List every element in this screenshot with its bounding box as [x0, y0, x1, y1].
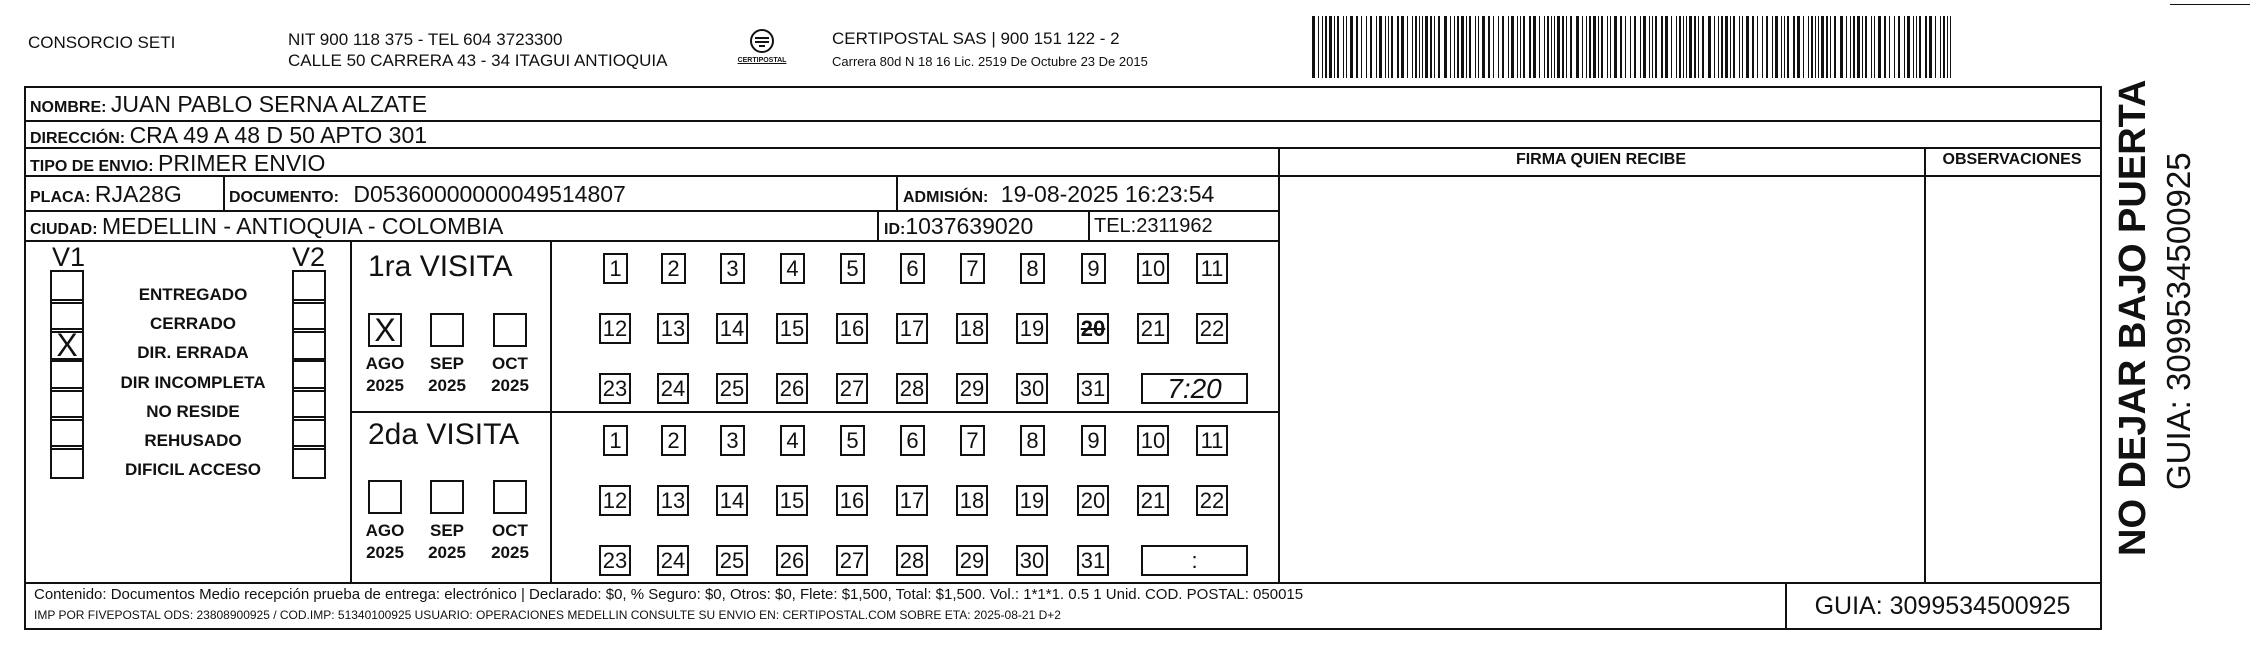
barcode-bar [1766, 16, 1768, 78]
day-box[interactable]: 10 [1137, 253, 1169, 284]
day-box[interactable]: 24 [657, 545, 689, 576]
barcode-bar [1655, 16, 1657, 78]
barcode-bar [1325, 16, 1327, 78]
ciudad-label: CIUDAD: [30, 221, 98, 238]
tel-label: TEL: [1094, 215, 1137, 237]
day-box[interactable]: 12 [599, 485, 631, 516]
reason-label: DIFICIL ACCESO [124, 460, 261, 479]
barcode-bar [1337, 16, 1339, 78]
barcode-bar [1379, 16, 1382, 78]
admision-label: ADMISIÓN: [903, 189, 989, 206]
barcode-bar [1625, 16, 1626, 78]
nombre-value: JUAN PABLO SERNA ALZATE [110, 91, 428, 117]
barcode-bar [1529, 16, 1531, 78]
day-box[interactable]: 10 [1137, 425, 1169, 456]
barcode-bar [1694, 16, 1696, 78]
barcode-bar [1312, 16, 1315, 78]
barcode-bar [1551, 16, 1552, 78]
barcode-bar [1589, 16, 1591, 78]
reason-label: CERRADO [150, 314, 236, 333]
barcode-bar [1884, 16, 1886, 78]
day-box[interactable]: 26 [776, 373, 808, 404]
barcode-bar [1793, 16, 1795, 78]
first-visit-label: 1ra VISITA [368, 250, 513, 283]
barcode-bar [1730, 16, 1731, 78]
barcode-bar [1781, 16, 1782, 78]
observaciones-header-text: OBSERVACIONES [1942, 151, 2082, 168]
v2-checkbox[interactable] [292, 445, 326, 479]
barcode-bar [1407, 16, 1408, 78]
barcode-bar [1815, 16, 1816, 78]
day-box[interactable]: 7 [960, 425, 985, 456]
barcode-bar [1846, 16, 1847, 78]
day-box[interactable]: 18 [956, 313, 988, 344]
month-checkbox[interactable]: X [368, 313, 402, 347]
v1-label: V1 [52, 242, 86, 272]
carrier-logo [732, 28, 792, 64]
documento-value: D05360000000049514807 [353, 181, 626, 207]
barcode-bar [1913, 16, 1914, 78]
barcode-bar [1469, 16, 1471, 78]
carrier-address: Carrera 80d N 18 16 Lic. 2519 De Octubre 23 De 2015 [832, 54, 1148, 69]
reason-label: REHUSADO [144, 431, 242, 450]
month-checkbox[interactable] [493, 313, 527, 347]
imp-line: IMP POR FIVEPOSTAL ODS: 23808900925 / COD.IMP: 51340100925 USUARIO: OPERACIONES MEDELLIN CONSULTE SU ENVIO EN: CERTIPOSTAL.COM SOBRE ETA: 2025-08-21 D+2 [34, 608, 1061, 622]
admision-field [903, 181, 1214, 208]
barcode-bar [1718, 16, 1719, 78]
barcode-bar [1772, 16, 1773, 78]
day-box[interactable]: 19 [1016, 485, 1048, 516]
day-box[interactable]: 9 [1081, 425, 1106, 456]
corner-mark [2170, 4, 2250, 5]
month-name: AGO [365, 521, 405, 540]
barcode-bar [1586, 16, 1587, 78]
barcode-bar [1661, 16, 1663, 78]
barcode-bar [1757, 16, 1758, 78]
reason-label: ENTREGADO [138, 285, 248, 304]
barcode-bar [1904, 16, 1905, 78]
barcode-bar [1894, 16, 1895, 78]
day-box[interactable]: 3 [720, 253, 745, 284]
carrier-name: CERTIPOSTAL SAS | 900 151 122 - 2 [832, 29, 1120, 48]
reason-label: DIR. ERRADA [137, 343, 249, 362]
barcode-bar [1388, 16, 1389, 78]
barcode-bar [1412, 16, 1413, 78]
contenido-line: Contenido: Documentos Medio recepción prueba de entrega: electrónico | Declarado: $0, % Seguro: $0, Otros: $0, Flete: $1,500, Total: $1,500. Vol.: 1*1*1. 0.5 1 Unid. COD. POSTAL: 050015 [34, 586, 1304, 603]
day-box[interactable]: 2 [661, 253, 686, 284]
address-line: CALLE 50 CARRERA 43 - 34 ITAGUI ANTIOQUIA [288, 51, 668, 70]
day-box[interactable]: 22 [1196, 485, 1228, 516]
day-box[interactable]: 30 [1016, 373, 1048, 404]
barcode-bar [1498, 16, 1499, 78]
barcode-bar [1385, 16, 1386, 78]
barcode-bar [1502, 16, 1504, 78]
barcode-bar [1940, 16, 1941, 78]
day-box[interactable]: 11 [1196, 425, 1228, 456]
day-box[interactable]: 30 [1016, 545, 1048, 576]
barcode-bar [1478, 16, 1479, 78]
tipo-envio-field [30, 150, 325, 177]
day-box[interactable]: 3 [720, 425, 745, 456]
barcode-bar [1652, 16, 1653, 78]
day-box[interactable]: 6 [900, 425, 925, 456]
day-box[interactable]: 12 [599, 313, 631, 344]
month-year: 2025 [491, 376, 529, 395]
barcode-bar [1523, 16, 1525, 78]
barcode-bar [1576, 16, 1579, 78]
barcode-bar [1686, 16, 1687, 78]
time-box[interactable]: : [1141, 545, 1248, 576]
barcode-bar [1376, 16, 1377, 78]
day-box[interactable]: 20 [1077, 485, 1109, 516]
nombre-label: NOMBRE: [30, 99, 107, 116]
barcode-bar [1808, 16, 1809, 78]
barcode-bar [1533, 16, 1536, 78]
barcode-bar [1547, 16, 1549, 78]
day-box[interactable]: 4 [780, 253, 805, 284]
barcode-bar [1671, 16, 1672, 78]
barcode-bar [1539, 16, 1540, 78]
v1-checkbox[interactable]: X [50, 328, 84, 362]
barcode-bar [1334, 16, 1335, 78]
day-box[interactable]: 31 [1077, 545, 1109, 576]
month-name: OCT [492, 521, 528, 540]
barcode-bar [1943, 16, 1945, 78]
month-checkbox[interactable] [368, 480, 402, 514]
barcode-bar [1422, 16, 1423, 78]
barcode-bar [1461, 16, 1464, 78]
barcode-bar [1850, 16, 1851, 78]
day-box[interactable]: 6 [900, 253, 925, 284]
barcode-bar [1610, 16, 1611, 78]
barcode-bar [1878, 16, 1881, 78]
barcode-bar [1329, 16, 1332, 78]
barcode-bar [1683, 16, 1684, 78]
barcode-bar [1444, 16, 1447, 78]
barcode-bar [1857, 16, 1860, 78]
barcode-bar [1811, 16, 1813, 78]
day-box[interactable]: 14 [716, 485, 748, 516]
barcode-bar [1366, 16, 1367, 78]
barcode-bar [1746, 16, 1749, 78]
direccion-label: DIRECCIÓN: [30, 130, 126, 147]
month-label [419, 353, 475, 397]
month-year: 2025 [366, 376, 404, 395]
logo-caption: CERTIPOSTAL [737, 57, 787, 64]
day-box[interactable]: 14 [716, 313, 748, 344]
month-year: 2025 [428, 376, 466, 395]
month-label [357, 520, 413, 564]
day-box[interactable]: 31 [1077, 373, 1109, 404]
day-box[interactable]: 28 [896, 373, 928, 404]
day-box[interactable]: 1 [603, 425, 628, 456]
placa-value: RJA28G [94, 181, 182, 207]
barcode-bar [1607, 16, 1608, 78]
day-box[interactable]: 21 [1137, 313, 1169, 344]
day-box[interactable]: 2 [661, 425, 686, 456]
barcode-bar [1318, 16, 1319, 78]
day-box[interactable]: 26 [776, 545, 808, 576]
day-box[interactable]: 17 [896, 313, 928, 344]
barcode-bar [1775, 16, 1778, 78]
month-label [482, 353, 538, 397]
barcode-bar [1593, 16, 1596, 78]
barcode-bar [1834, 16, 1836, 78]
barcode-bar [1511, 16, 1514, 78]
barcode-bar [1391, 16, 1393, 78]
barcode-bar [1554, 16, 1555, 78]
barcode-bar [1714, 16, 1715, 78]
barcode-bar [1346, 16, 1347, 78]
barcode-bar [1566, 16, 1567, 78]
side-guia: GUIA: 3099534500925 [2160, 152, 2197, 490]
barcode-bar [1821, 16, 1824, 78]
barcode-bar [1643, 16, 1646, 78]
barcode-bar [1907, 16, 1910, 78]
observaciones-header [1924, 151, 2100, 169]
barcode-bar [1733, 16, 1735, 78]
barcode-bar [1493, 16, 1494, 78]
barcode-bar [1818, 16, 1819, 78]
day-box[interactable]: 15 [776, 313, 808, 344]
barcode-bar [1454, 16, 1455, 78]
placa-field [30, 181, 182, 208]
barcode-bar [1889, 16, 1890, 78]
barcode-bar [1830, 16, 1831, 78]
day-box[interactable]: 25 [716, 545, 748, 576]
day-box[interactable]: 25 [716, 373, 748, 404]
barcode-bar [1698, 16, 1699, 78]
day-box[interactable]: 27 [836, 373, 868, 404]
barcode-bar [1475, 16, 1476, 78]
barcode-bar [1434, 16, 1435, 78]
month-checkbox[interactable] [430, 480, 464, 514]
day-box[interactable]: 17 [896, 485, 928, 516]
month-name: AGO [365, 354, 405, 373]
day-box[interactable]: 1 [603, 253, 628, 284]
month-year: 2025 [366, 543, 404, 562]
admision-value: 19-08-2025 16:23:54 [1000, 181, 1215, 207]
barcode-bar [1752, 16, 1754, 78]
id-field [884, 213, 1033, 240]
barcode-bar [1721, 16, 1723, 78]
month-name: SEP [429, 521, 465, 540]
barcode-bar [1898, 16, 1900, 78]
barcode-bar [1665, 16, 1668, 78]
day-box[interactable]: 23 [599, 545, 631, 576]
barcode-bar [1457, 16, 1459, 78]
barcode-bar [1784, 16, 1785, 78]
tipo-envio-label: TIPO DE ENVIO: [30, 158, 154, 175]
month-checkbox[interactable] [430, 313, 464, 347]
barcode-bar [1762, 16, 1763, 78]
month-year: 2025 [428, 543, 466, 562]
barcode-bar [1689, 16, 1692, 78]
barcode-bar [1350, 16, 1353, 78]
day-box[interactable]: 11 [1196, 253, 1228, 284]
barcode-bar [1742, 16, 1743, 78]
barcode-bar [1797, 16, 1800, 78]
barcode-bar [1425, 16, 1428, 78]
v2-label: V2 [292, 242, 326, 272]
day-box[interactable]: 7 [960, 253, 985, 284]
documento-field [229, 181, 626, 208]
barcode-bar [1508, 16, 1509, 78]
nit-line: NIT 900 118 375 - TEL 604 3723300 [288, 30, 563, 49]
day-box[interactable]: 8 [1020, 425, 1045, 456]
barcode-bar [1871, 16, 1872, 78]
barcode-bar [1787, 16, 1789, 78]
barcode-bar [1947, 16, 1948, 78]
barcode-bar [1598, 16, 1599, 78]
day-box[interactable]: 18 [956, 485, 988, 516]
barcode-bar [1343, 16, 1344, 78]
barcode-bar [1557, 16, 1560, 78]
barcode-bar [1676, 16, 1677, 78]
day-box[interactable]: 13 [657, 313, 689, 344]
barcode-bar [1397, 16, 1399, 78]
day-box[interactable]: 16 [836, 313, 868, 344]
barcode-bar [1803, 16, 1804, 78]
barcode-bar [1419, 16, 1420, 78]
ciudad-value: MEDELLIN - ANTIOQUIA - COLOMBIA [102, 213, 504, 239]
documento-label: DOCUMENTO: [229, 189, 339, 206]
barcode-bar [1725, 16, 1728, 78]
day-box[interactable]: 5 [840, 253, 865, 284]
month-name: OCT [492, 354, 528, 373]
direccion-value: CRA 49 A 48 D 50 APTO 301 [129, 122, 428, 148]
v1-checkbox[interactable] [50, 445, 84, 479]
barcode-bar [1582, 16, 1583, 78]
reason-label: NO RESIDE [146, 402, 240, 421]
day-box[interactable]: 15 [776, 485, 808, 516]
placa-label: PLACA: [30, 189, 91, 206]
barcode-bar [1415, 16, 1417, 78]
nombre-field [30, 91, 427, 118]
barcode-bar [1853, 16, 1855, 78]
barcode-bar [1634, 16, 1636, 78]
day-box[interactable]: 23 [599, 373, 631, 404]
barcode-bar [1570, 16, 1572, 78]
day-box[interactable]: 24 [657, 373, 689, 404]
reason-label: DIR INCOMPLETA [120, 373, 266, 392]
id-value: 1037639020 [905, 213, 1034, 239]
barcode-bar [1601, 16, 1603, 78]
barcode-bar [1517, 16, 1518, 78]
barcode-bar [1929, 16, 1932, 78]
day-box[interactable]: 5 [840, 425, 865, 456]
tel-field [1094, 215, 1213, 238]
month-label [419, 520, 475, 564]
v2-checkbox[interactable] [292, 328, 326, 362]
day-box[interactable]: 16 [836, 485, 868, 516]
barcode-bar [1865, 16, 1867, 78]
day-box[interactable]: 9 [1081, 253, 1106, 284]
barcode-bar [1702, 16, 1704, 78]
barcode-bar [1739, 16, 1740, 78]
barcode-bar [1322, 16, 1323, 78]
barcode-bar [1544, 16, 1545, 78]
day-box[interactable]: 19 [1016, 313, 1048, 344]
logo-icon [747, 28, 777, 54]
id-label: ID: [884, 221, 906, 238]
barcode-bar [1950, 16, 1951, 78]
firma-header-text: FIRMA QUIEN RECIBE [1515, 151, 1687, 168]
barcode-bar [1925, 16, 1927, 78]
day-box[interactable]: 4 [780, 425, 805, 456]
side-warning: NO DEJAR BAJO PUERTA [2112, 79, 2154, 556]
barcode-bar [1488, 16, 1490, 78]
barcode-bar [1438, 16, 1440, 78]
tipo-envio-value: PRIMER ENVIO [158, 150, 326, 176]
barcode-bar [1520, 16, 1521, 78]
barcode-bar [1679, 16, 1681, 78]
month-year: 2025 [491, 543, 529, 562]
barcode-bar [1916, 16, 1917, 78]
barcode-bar [1630, 16, 1631, 78]
day-box[interactable]: 27 [836, 545, 868, 576]
company-name: CONSORCIO SETI [28, 33, 176, 52]
tel-value: 2311962 [1136, 215, 1213, 237]
barcode-bar [1356, 16, 1358, 78]
second-visit-label: 2da VISITA [368, 418, 520, 451]
barcode-bar [1874, 16, 1875, 78]
barcode-bar [1826, 16, 1828, 78]
month-label [482, 520, 538, 564]
barcode-bar [1862, 16, 1863, 78]
day-box[interactable]: 20 [1077, 313, 1109, 344]
barcode-bar [1935, 16, 1936, 78]
barcode-bar [1361, 16, 1362, 78]
guia-box: GUIA: 3099534500925 [1814, 592, 2071, 620]
day-box[interactable]: 29 [956, 373, 988, 404]
barcode-bar [1450, 16, 1451, 78]
barcode-bar [1401, 16, 1404, 78]
direccion-field [30, 122, 427, 149]
barcode-bar [1614, 16, 1617, 78]
barcode-bar [1620, 16, 1622, 78]
day-box[interactable]: 13 [657, 485, 689, 516]
day-box[interactable]: 29 [956, 545, 988, 576]
barcode-bar [1430, 16, 1432, 78]
barcode-bar [1640, 16, 1641, 78]
day-box[interactable]: 8 [1020, 253, 1045, 284]
barcode-bar [1482, 16, 1485, 78]
day-box[interactable]: 22 [1196, 313, 1228, 344]
barcode-bar [1708, 16, 1711, 78]
time-box[interactable]: 7:20 [1141, 373, 1248, 404]
month-checkbox[interactable] [493, 480, 527, 514]
month-name: SEP [429, 354, 465, 373]
barcode-bar [1919, 16, 1921, 78]
month-label [357, 353, 413, 397]
barcode-bar [1466, 16, 1467, 78]
barcode-bar [1562, 16, 1564, 78]
barcode-bar [1370, 16, 1372, 78]
day-box[interactable]: 21 [1137, 485, 1169, 516]
firma-header [1278, 151, 1924, 169]
barcode [1312, 16, 1952, 78]
day-box[interactable]: 28 [896, 545, 928, 576]
barcode-bar [1649, 16, 1650, 78]
barcode-bar [1840, 16, 1843, 78]
ciudad-field [30, 213, 503, 240]
